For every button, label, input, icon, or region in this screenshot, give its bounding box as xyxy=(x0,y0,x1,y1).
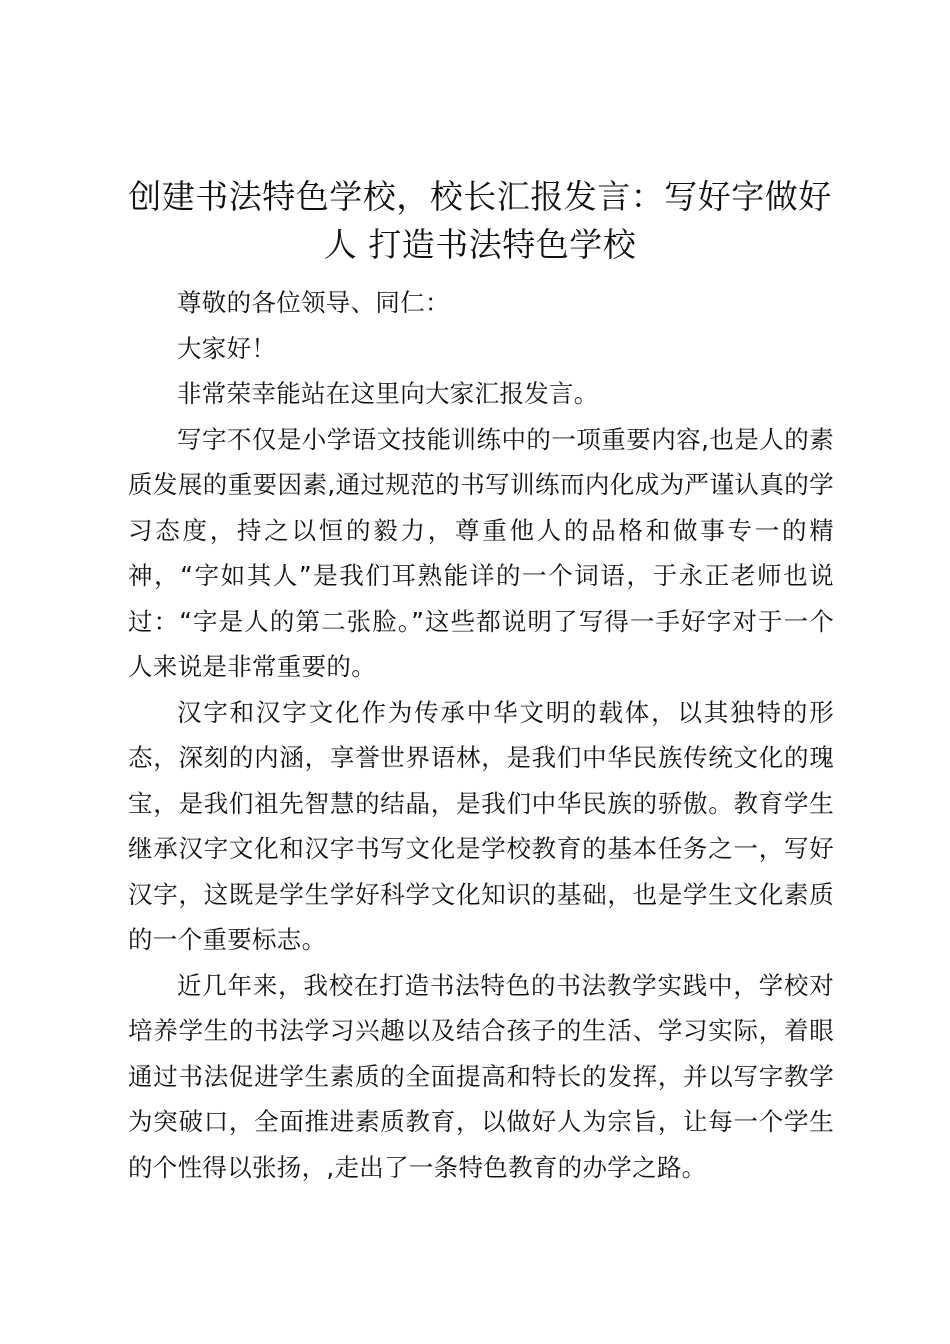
document-body xyxy=(128,280,834,1190)
paragraph-4: 近几年来，我校在打造书法特色的书法教学实践中，学校对培养学生的书法学习兴趣以及结合孩子的生活、学习实际，着眼通过书法促进学生素质的全面提高和特长的发挥，并以写字教学为突破口，全面推进素质教育，以做好人为宗旨，让每一个学生的个性得以张扬，,走出了一条特色教育的办学之路。 xyxy=(128,970,834,1182)
document-title: 创建书法特色学校，校长汇报发言：写好字做好人 打造书法特色学校 xyxy=(128,177,832,264)
greeting: 大家好！ xyxy=(177,333,277,363)
paragraph-1: 非常荣幸能站在这里向大家汇报发言。 xyxy=(177,379,599,408)
paragraph-3: 汉字和汉字文化作为传承中华文明的载体，以其独特的形态，深刻的内涵，享誉世界语林，是我们中华民族传统文化的瑰宝，是我们祖先智慧的结晶，是我们中华民族的骄傲。教育学生继承汉字文化和汉字书写文化是学校教育的基本任务之一，写好汉字，这既是学生学好科学文化知识的基础，也是学生文化素质的一个重要标志。 xyxy=(128,697,834,954)
salutation: 尊敬的各位领导、同仁： xyxy=(177,288,450,317)
paragraph-2: 写字不仅是小学语文技能训练中的一项重要内容,也是人的素质发展的重要因素,通过规范的书写训练而内化成为严谨认真的学习态度，持之以恒的毅力，尊重他人的品格和做事专一的精神，“字如其人”是我们耳熟能详的一个词语，于永正老师也说过：“字是人的第二张脸。”这些都说明了写得一手好字对于一个人来说是非常重要的。 xyxy=(128,424,834,681)
